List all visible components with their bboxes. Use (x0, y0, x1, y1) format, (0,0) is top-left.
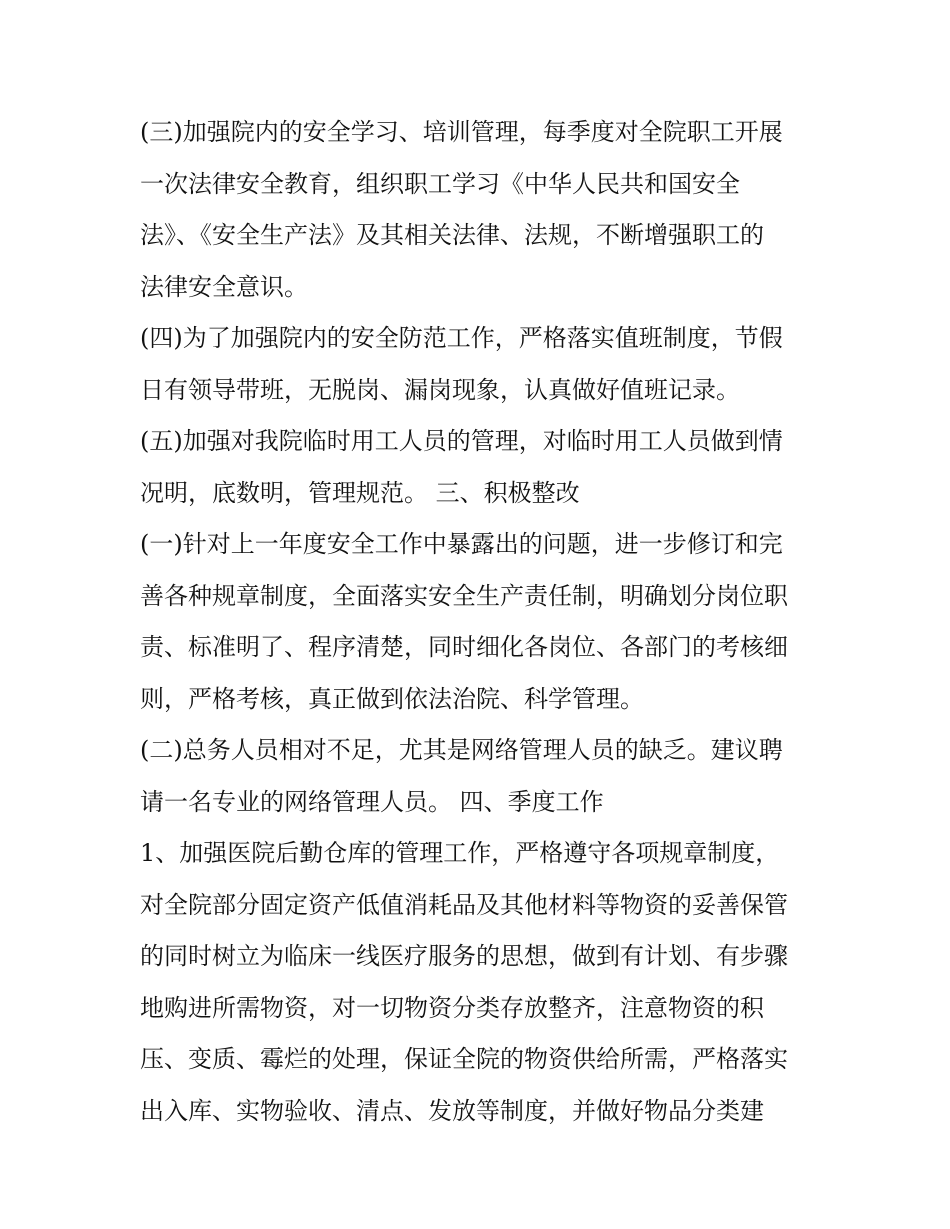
text-line-8: 况明，底数明，管理规范。 三、积极整改 (140, 478, 580, 507)
text-line-19: 压、变质、霉烂的处理，保证全院的物资供给所需，严格落实 (140, 1045, 788, 1073)
text-line-11: 责、标准明了、程序清楚，同时细化各岗位、各部门的考核细 (140, 633, 788, 661)
text-line-6: 日有领导带班，无脱岗、漏岗现象，认真做好值班记录。 (140, 375, 740, 404)
document-body (140, 107, 830, 1137)
text-line-17: 的同时树立为临床一线医疗服务的思想，做到有计划、有步骤 (140, 942, 788, 970)
text-line-15: 1、加强医院后勤仓库的管理工作，严格遵守各项规章制度， (140, 839, 780, 867)
text-line-12: 则，严格考核，真正做到依法治院、科学管理。 (140, 684, 644, 713)
text-line-1: (三)加强院内的安全学习、培训管理，每季度对全院职工开展 (140, 118, 783, 146)
text-line-14: 请一名专业的网络管理人员。 四、季度工作 (140, 787, 604, 816)
text-line-4: 法律安全意识。 (140, 272, 308, 301)
text-line-18: 地购进所需物资，对一切物资分类存放整齐，注意物资的积 (140, 993, 764, 1022)
text-line-20: 出入库、实物验收、清点、发放等制度，并做好物品分类建 (140, 1096, 764, 1125)
text-line-16: 对全院部分固定资产低值消耗品及其他材料等物资的妥善保管 (140, 890, 788, 919)
text-line-2: 一次法律安全教育，组织职工学习《中华人民共和国安全 (140, 169, 740, 198)
text-line-7: (五)加强对我院临时用工人员的管理，对临时用工人员做到情 (140, 427, 783, 455)
text-line-10: 善各种规章制度，全面落实安全生产责任制，明确划分岗位职 (140, 581, 788, 610)
text-line-9: (一)针对上一年度安全工作中暴露出的问题，进一步修订和完 (140, 530, 783, 558)
text-line-13: (二)总务人员相对不足，尤其是网络管理人员的缺乏。建议聘 (140, 736, 783, 764)
text-line-5: (四)为了加强院内的安全防范工作，严格落实值班制度，节假 (140, 324, 783, 352)
text-line-3: 法》、《安全生产法》及其相关法律、法规，不断增强职工的 (140, 221, 764, 249)
